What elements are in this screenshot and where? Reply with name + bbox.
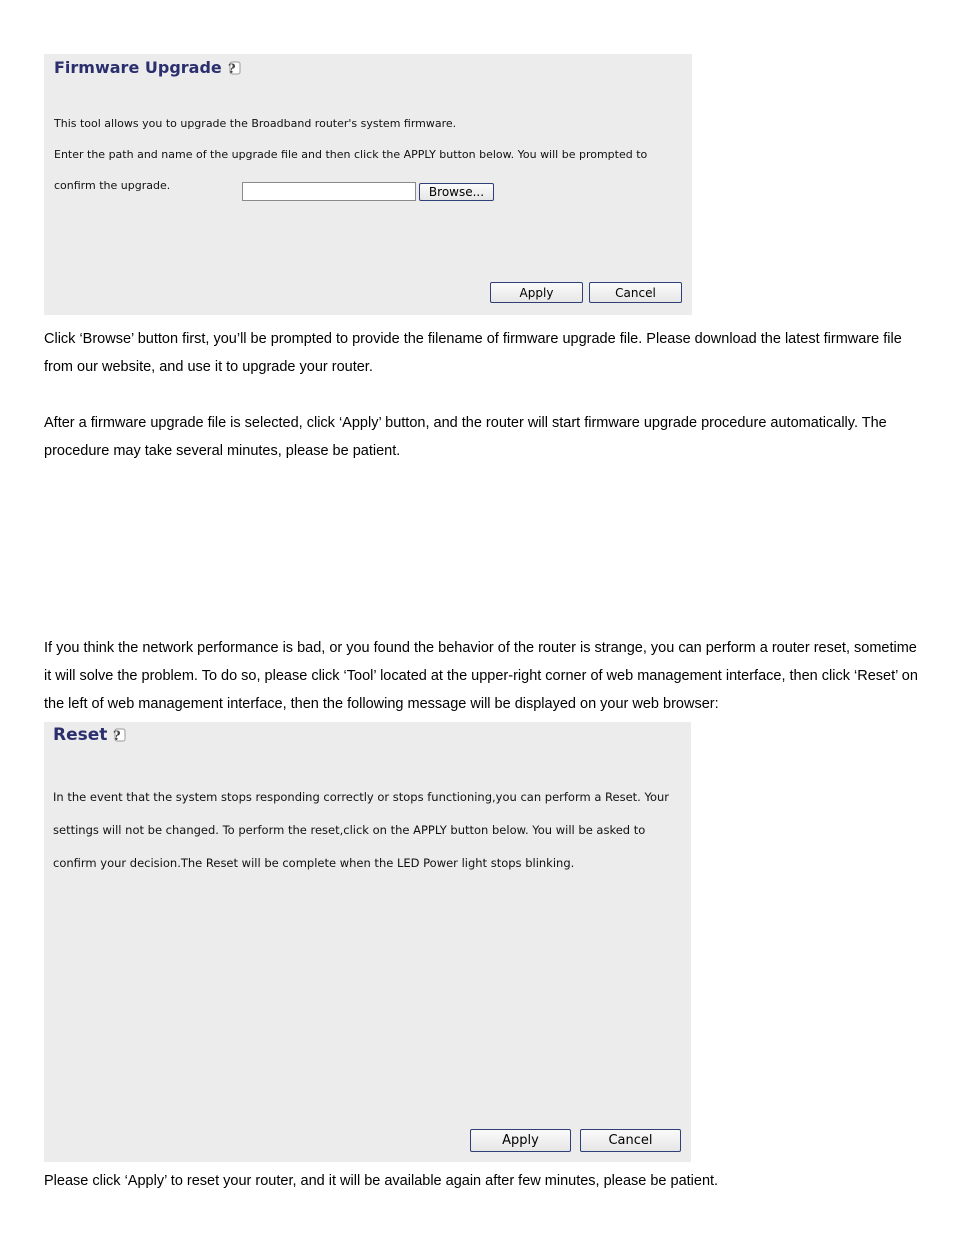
reset-intro-text: If you think the network performance is bad, or you found the behavior of the router is strange, you can perform a router reset, sometime it will solve the problem. To do so, please click ‘Tool’ located at the upper-right corner of web management interface, then click ‘Reset’ on the left of web management interface, then the following message will be displayed on your web browser: (44, 640, 918, 712)
firmware-upgrade-panel (44, 54, 692, 315)
firmware-explanation-para-1: Click ‘Browse’ button first, you’ll be prompted to provide the filename of firmware upgrade file. Please download the latest firmware file from our website, and use it to upgrade your router. (44, 331, 902, 375)
firmware-cancel-button[interactable]: Cancel (589, 282, 682, 303)
firmware-description-line: confirm the upgrade. (54, 178, 171, 192)
reset-title-text: Reset (53, 725, 108, 745)
firmware-explanation-para-2: After a firmware upgrade file is selected, click ‘Apply’ button, and the router will start firmware upgrade procedure automatically. The procedure may take several minutes, please be patient. (44, 415, 887, 459)
firmware-upgrade-title-text: Firmware Upgrade (54, 58, 222, 77)
reset-footer (44, 1167, 924, 1195)
help-icon[interactable] (111, 727, 126, 742)
firmware-upgrade-title (54, 58, 241, 77)
firmware-description-line: This tool allows you to upgrade the Broadband router's system firmware. (54, 116, 457, 130)
firmware-explanation (44, 325, 924, 465)
help-icon[interactable] (226, 60, 241, 75)
reset-description-line: confirm your decision.The Reset will be complete when the LED Power light stops blinking. (53, 855, 575, 870)
reset-description (53, 772, 685, 888)
reset-cancel-button[interactable]: Cancel (580, 1129, 681, 1152)
reset-panel (44, 722, 691, 1162)
reset-footer-text: Please click ‘Apply’ to reset your router, and it will be available again after few minutes, please be patient. (44, 1173, 719, 1189)
svg-text:?: ? (113, 729, 122, 742)
reset-intro (44, 634, 919, 718)
reset-description-line: In the event that the system stops responding correctly or stops functioning,you can perform a Reset. Your (53, 789, 670, 804)
reset-apply-button[interactable]: Apply (470, 1129, 571, 1152)
browse-button[interactable]: Browse... (419, 183, 494, 201)
reset-title (53, 725, 126, 745)
reset-description-line: settings will not be changed. To perform the reset,click on the APPLY button below. You will be asked to (53, 822, 646, 837)
firmware-description-line: Enter the path and name of the upgrade file and then click the APPLY button below. You will be prompted to (54, 147, 648, 161)
firmware-file-input[interactable] (242, 182, 416, 201)
firmware-apply-button[interactable]: Apply (490, 282, 583, 303)
svg-text:?: ? (227, 62, 236, 75)
